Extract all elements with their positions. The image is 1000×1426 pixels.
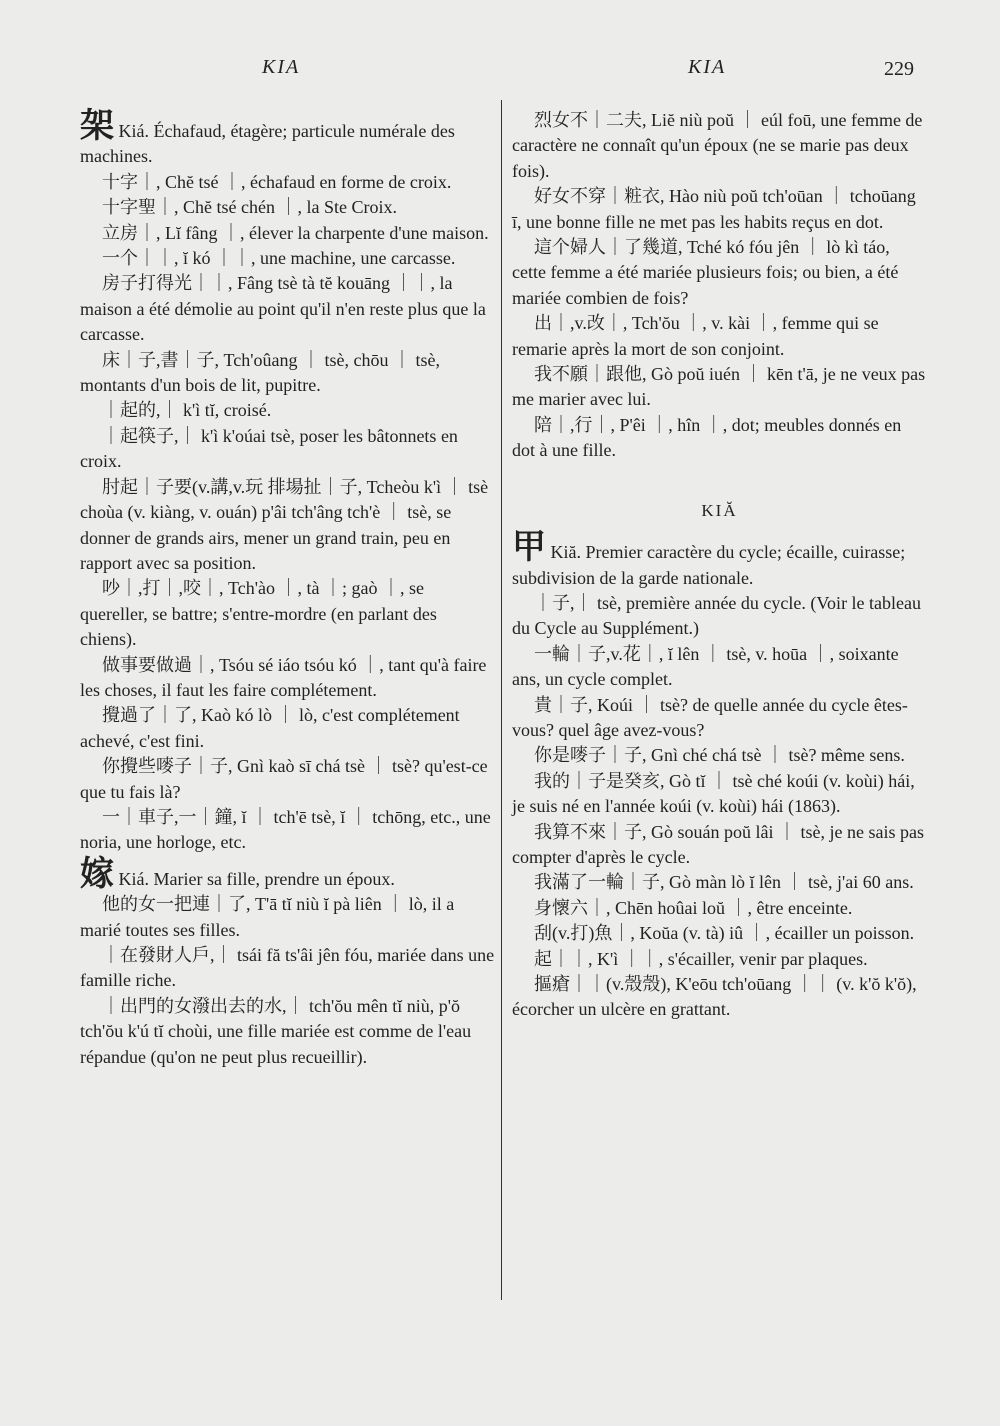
sub-entry: 刮(v.打)魚｜, Koŭa (v. tà) iû ｜, écailler un poisson. bbox=[534, 923, 915, 944]
sub-entry: 這个婦人｜了幾道, Tché kó fóu jên ｜ lò kì táo, cette femme a été mariée plusieurs fois; ou bien, a été mariée combien de fois? bbox=[512, 237, 899, 308]
sub-entry: 你攪些嘜子｜子, Gnì kaò sī chá tsè ｜ tsè? qu'est-ce que tu fais là? bbox=[80, 756, 488, 802]
sub-entry: 做事要做過｜, Tsóu sé iáo tsóu kó ｜, tant qu'à faire les choses, il faut les faire complétement. bbox=[80, 654, 487, 700]
sub-entry: 十字聖｜, Chĕ tsé chén ｜, la Ste Croix. bbox=[102, 197, 397, 218]
sub-entry: 房子打得光｜｜, Fâng tsè tà tĕ kouāng ｜｜, la maison a été démolie au point qu'il n'en reste plus que la carcasse. bbox=[80, 273, 486, 345]
page-number: 229 bbox=[884, 58, 914, 80]
sub-entry: 一輪｜子,v.花｜, ĭ lên ｜ tsè, v. hoūa ｜, soixante ans, un cycle complet. bbox=[512, 643, 899, 690]
column-divider bbox=[501, 100, 502, 1300]
head-entry bbox=[80, 108, 495, 170]
sub-entry: ｜出門的女潑出去的水,｜ tch'ŏu mên tĭ niù, p'ŏ tch'ŏu k'ú tĭ choùi, une fille mariée est comme de l'eau répandue (qu'on ne peut plus recueillir). bbox=[80, 995, 472, 1067]
sub-entry: 他的女一把連｜了, T'ā tĭ niù ĭ pà liên ｜ lò, il a marié toutes ses filles. bbox=[80, 894, 455, 940]
entry-definition: Kiá. Échafaud, étagère; particule numérale des machines. bbox=[80, 121, 455, 167]
sub-entry: 貴｜子, Koúi ｜ tsè? de quelle année du cycle êtes-vous? quel âge avez-vous? bbox=[512, 694, 908, 740]
sub-entry: 床｜子,書｜子, Tch'oûang ｜ tsè, chōu ｜ tsè, montants d'un bois de lit, pupitre. bbox=[80, 349, 440, 396]
sub-entry: 起｜｜, K'ì ｜｜, s'écailler, venir par plaques. bbox=[534, 948, 868, 969]
head-character: 嫁 bbox=[80, 855, 114, 893]
sub-entry: ｜起筷子,｜ k'ì k'oúai tsè, poser les bâtonnets en croix. bbox=[80, 425, 458, 472]
sub-entry: ｜起的,｜ k'ì tĭ, croisé. bbox=[102, 400, 272, 421]
sub-entry: 我不願｜跟他, Gò poŭ iuén ｜ kēn t'ā, je ne veux pas me marier avec lui. bbox=[512, 364, 926, 410]
head-character: 甲 bbox=[512, 529, 546, 567]
sub-entry: 我算不來｜子, Gò souán poŭ lâi ｜ tsè, je ne sais pas compter d'après le cycle. bbox=[512, 821, 924, 867]
sub-entry: 陪｜,行｜, P'êi ｜, hîn ｜, dot; meubles donnés en dot à une fille. bbox=[512, 414, 902, 461]
sub-entry: 我滿了一輪｜子, Gò màn lò ĭ lên ｜ tsè, j'ai 60 ans. bbox=[534, 872, 914, 893]
sub-entry: 好女不穿｜粧衣, Hào niù poŭ tch'oūan ｜ tchoūang ī, une bonne fille ne met pas les habits reçus en dot. bbox=[512, 186, 916, 232]
head-entry bbox=[512, 529, 927, 591]
sub-entry: ｜在發財人戶,｜ tsái fă ts'âi jên fóu, mariée dans une famille riche. bbox=[80, 945, 495, 991]
sub-entry: 一｜車子,一｜鐘, ĭ ｜ tch'ē tsè, ĭ ｜ tchōng, etc., une noria, une horloge, etc. bbox=[80, 806, 491, 853]
running-head-left: KIA bbox=[262, 56, 301, 78]
sub-entry: 出｜,v.改｜, Tch'ŏu ｜, v. kài ｜, femme qui se remarie après la mort de son conjoint. bbox=[512, 313, 879, 359]
sub-entry: 摳瘡｜｜(v.殼殼), K'eōu tch'oūang ｜｜ (v. k'ŏ k'ŏ), écorcher un ulcère en grattant. bbox=[512, 974, 917, 1020]
head-character: 架 bbox=[80, 108, 114, 145]
sub-entry: 你是嘜子｜子, Gnì ché chá tsè ｜ tsè? même sens. bbox=[534, 745, 905, 766]
entry-definition: Kiă. Premier caractère du cycle; écaille, cuirasse; subdivision de la garde nationale. bbox=[512, 542, 906, 588]
sub-entry: 身懷六｜, Chēn hoûai loŭ ｜, être enceinte. bbox=[534, 897, 853, 918]
sub-entry: 一个｜｜, ĭ kó ｜｜, une machine, une carcasse. bbox=[102, 248, 456, 269]
sub-entry: 肘起｜子要(v.講,v.玩 排場扯｜子, Tcheòu k'ì ｜ tsè choùa (v. kiàng, v. ouán) p'âi tch'âng tch'è ｜ tsè, se donner de grands airs, mener un grand train, peu en rapport avec sa position. bbox=[80, 476, 489, 573]
sub-entry: 立房｜, Lĭ fâng ｜, élever la charpente d'une maison. bbox=[102, 222, 489, 243]
running-head-right: KIA bbox=[688, 56, 727, 78]
sub-entry: 我的｜子是癸亥, Gò tĭ ｜ tsè ché koúi (v. koùi) hái, je suis né en l'année koúi (v. koùi) hái (1863). bbox=[512, 770, 915, 817]
head-entry bbox=[80, 855, 495, 893]
right-column bbox=[512, 108, 927, 1023]
sub-entry: ｜子,｜ tsè, première année du cycle. (Voir le tableau du Cycle au Supplément.) bbox=[512, 592, 922, 639]
entry-definition: Kiá. Marier sa fille, prendre un époux. bbox=[114, 868, 395, 889]
sub-entry: 吵｜,打｜,咬｜, Tch'ào ｜, tà ｜; gaò ｜, se quereller, se battre; s'entre-mordre (en parlant des chiens). bbox=[80, 578, 437, 650]
left-column bbox=[80, 108, 495, 1070]
section-heading: KIĂ bbox=[701, 500, 738, 520]
sub-entry: 攪過了｜了, Kaò kó lò ｜ lò, c'est complétement achevé, c'est fini. bbox=[80, 705, 460, 751]
sub-entry: 烈女不｜二夫, Liĕ niù poŭ ｜ eúl foū, une femme de caractère ne connaît qu'un époux (ne se marie pas deux fois). bbox=[512, 110, 923, 181]
sub-entry: 十字｜, Chĕ tsé ｜, échafaud en forme de croix. bbox=[102, 171, 452, 192]
